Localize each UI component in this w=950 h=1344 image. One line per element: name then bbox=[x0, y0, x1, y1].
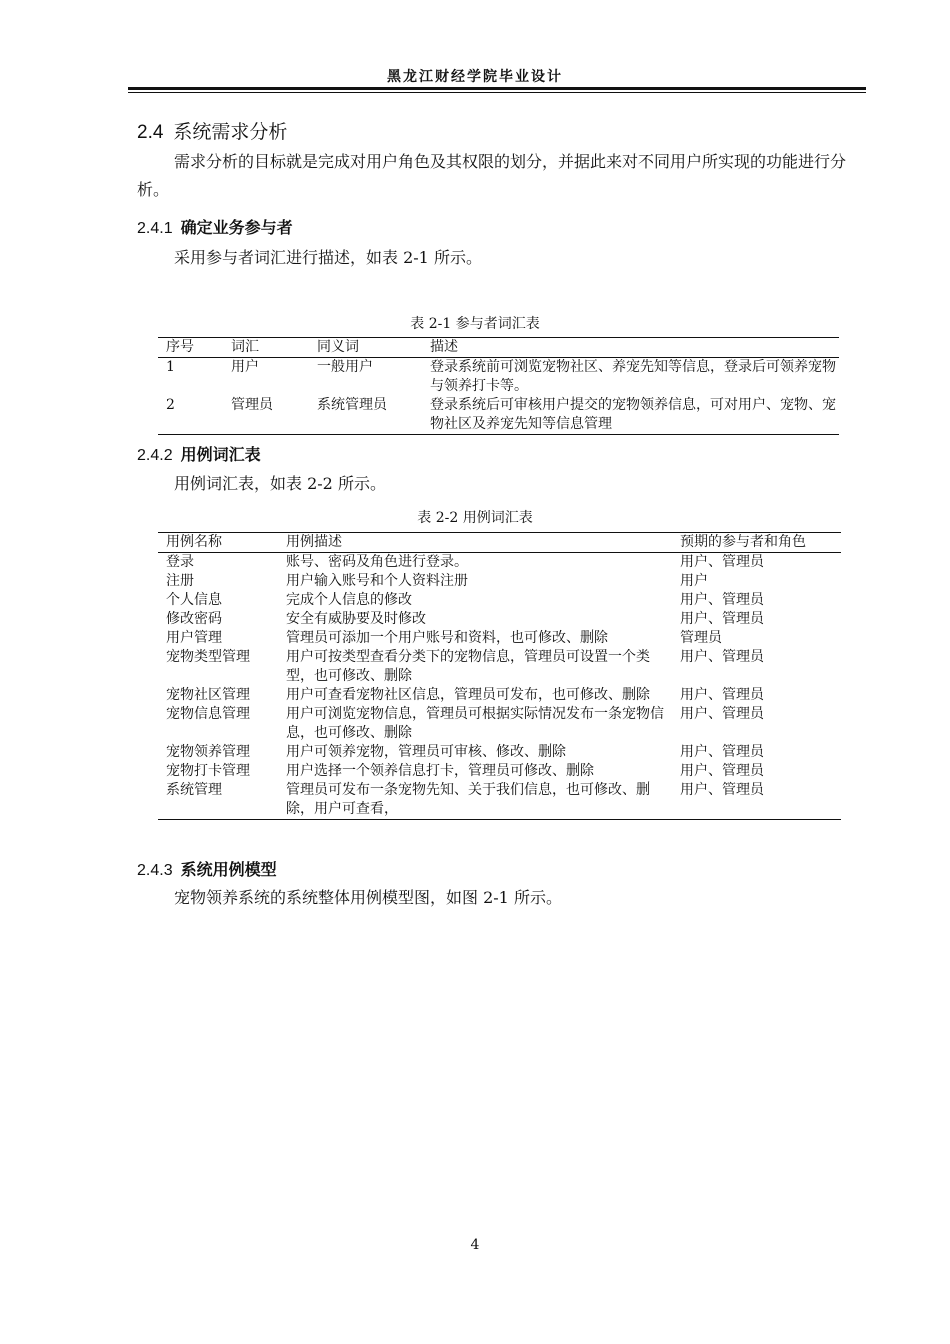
subsection-title: 系统用例模型 bbox=[180, 860, 277, 879]
table-cell: 用户、管理员 bbox=[680, 763, 764, 779]
table-cell: 管理员 bbox=[680, 630, 722, 646]
table-row bbox=[158, 358, 839, 397]
table-header-cell: 用例描述 bbox=[278, 533, 672, 553]
table-cell: 宠物社区管理 bbox=[166, 687, 250, 703]
subsection-title: 确定业务参与者 bbox=[180, 218, 293, 237]
table-cell: 用户、管理员 bbox=[680, 649, 764, 665]
table-caption: 表 2-2 用例词汇表 bbox=[417, 510, 533, 526]
table-cell: 用户、管理员 bbox=[680, 554, 764, 570]
subsection-paragraph: 用例词汇表，如表 2-2 所示。 bbox=[174, 474, 386, 493]
table-header-row bbox=[158, 533, 841, 553]
table-cell: 2 bbox=[158, 396, 223, 435]
table-cell: 1 bbox=[166, 359, 175, 375]
table-row bbox=[158, 743, 841, 762]
table-cell: 用户管理 bbox=[166, 630, 222, 646]
table-header-cell: 同义词 bbox=[309, 338, 422, 358]
header-rule bbox=[128, 87, 866, 90]
subsection-heading-2-4-2 bbox=[137, 442, 261, 465]
table-cell: 用户、管理员 bbox=[680, 706, 764, 722]
table-cell: 管理员 bbox=[223, 396, 309, 435]
section-number: 2.4 bbox=[137, 122, 164, 143]
table-row bbox=[158, 648, 841, 686]
table-cell: 用户可查看宠物社区信息，管理员可发布，也可修改、删除 bbox=[286, 687, 650, 703]
table-cell: 用户、管理员 bbox=[672, 781, 841, 820]
table-cell: 安全有威胁要及时修改 bbox=[286, 611, 426, 627]
table-cell: 登录 bbox=[166, 554, 194, 570]
table-row bbox=[158, 591, 841, 610]
table-header-row bbox=[158, 338, 839, 358]
table-cell: 用户、管理员 bbox=[680, 611, 764, 627]
table-header-cell: 词汇 bbox=[223, 338, 309, 358]
subsection-paragraph: 宠物领养系统的系统整体用例模型图，如图 2-1 所示。 bbox=[174, 888, 562, 907]
table-cell: 用户、管理员 bbox=[680, 592, 764, 608]
table-row bbox=[158, 686, 841, 705]
table-row bbox=[158, 572, 841, 591]
table-header-cell: 描述 bbox=[422, 338, 839, 358]
table-cell: 用户 bbox=[231, 359, 259, 375]
subsection-title: 用例词汇表 bbox=[180, 445, 261, 464]
table-row bbox=[158, 610, 841, 629]
table-row bbox=[158, 553, 841, 573]
section-title: 系统需求分析 bbox=[173, 121, 288, 143]
subsection-number: 2.4.2 bbox=[137, 447, 173, 464]
table-cell: 一般用户 bbox=[317, 359, 373, 375]
table-cell: 管理员可添加一个用户账号和资料，也可修改、删除 bbox=[286, 630, 608, 646]
table-cell: 登录系统后可审核用户提交的宠物领养信息，可对用户、宠物、宠物社区及养宠先知等信息管理 bbox=[422, 396, 839, 435]
table-cell: 修改密码 bbox=[166, 611, 222, 627]
table-cell: 系统管理 bbox=[158, 781, 278, 820]
section-paragraph: 需求分析的目标就是完成对用户角色及其权限的划分，并据此来对不同用户所实现的功能进行分析。 bbox=[137, 152, 847, 199]
subsection-heading-2-4-3 bbox=[137, 857, 277, 880]
table-cell: 注册 bbox=[166, 573, 194, 589]
section-heading-2-4 bbox=[137, 117, 287, 144]
table-cell: 个人信息 bbox=[166, 592, 222, 608]
page-header-title: 黑龙江财经学院毕业设计 bbox=[387, 69, 563, 85]
table-cell: 用户选择一个领养信息打卡，管理员可修改、删除 bbox=[286, 763, 594, 779]
table-cell: 宠物打卡管理 bbox=[166, 763, 250, 779]
table-cell: 登录系统前可浏览宠物社区、养宠先知等信息，登录后可领养宠物与领养打卡等。 bbox=[430, 359, 836, 394]
subsection-number: 2.4.1 bbox=[137, 220, 173, 237]
table-cell: 完成个人信息的修改 bbox=[286, 592, 412, 608]
table-header-cell: 用例名称 bbox=[158, 533, 278, 553]
table-cell: 宠物信息管理 bbox=[166, 706, 250, 722]
table-header-cell: 序号 bbox=[158, 338, 223, 358]
table-cell: 管理员可发布一条宠物先知、关于我们信息，也可修改、删除，用户可查看， bbox=[278, 781, 672, 820]
table-cell: 用户、管理员 bbox=[680, 687, 764, 703]
subsection-paragraph: 采用参与者词汇进行描述，如表 2-1 所示。 bbox=[174, 248, 482, 267]
subsection-number: 2.4.3 bbox=[137, 862, 173, 879]
table-row bbox=[158, 781, 841, 820]
table-cell: 用户 bbox=[680, 573, 708, 589]
table-row bbox=[158, 705, 841, 743]
table-row bbox=[158, 629, 841, 648]
use-case-glossary-table bbox=[158, 532, 841, 820]
table-header-cell: 预期的参与者和角色 bbox=[672, 533, 841, 553]
table-cell: 宠物类型管理 bbox=[166, 649, 250, 665]
table-row bbox=[158, 396, 839, 435]
table-caption: 表 2-1 参与者词汇表 bbox=[410, 316, 540, 332]
table-row bbox=[158, 762, 841, 781]
header-rule-thin bbox=[128, 92, 866, 93]
table-cell: 用户可浏览宠物信息，管理员可根据实际情况发布一条宠物信息，也可修改、删除 bbox=[286, 706, 664, 741]
table-cell: 用户、管理员 bbox=[680, 744, 764, 760]
subsection-heading-2-4-1 bbox=[137, 215, 293, 238]
table-cell: 账号、密码及角色进行登录。 bbox=[286, 554, 468, 570]
participant-glossary-table bbox=[158, 337, 839, 435]
table-cell: 用户可按类型查看分类下的宠物信息，管理员可设置一个类型，也可修改、删除 bbox=[286, 649, 650, 684]
table-cell: 用户可领养宠物，管理员可审核、修改、删除 bbox=[286, 744, 566, 760]
page-number: 4 bbox=[470, 1237, 480, 1253]
table-cell: 用户输入账号和个人资料注册 bbox=[286, 573, 468, 589]
table-cell: 系统管理员 bbox=[309, 396, 422, 435]
table-cell: 宠物领养管理 bbox=[166, 744, 250, 760]
